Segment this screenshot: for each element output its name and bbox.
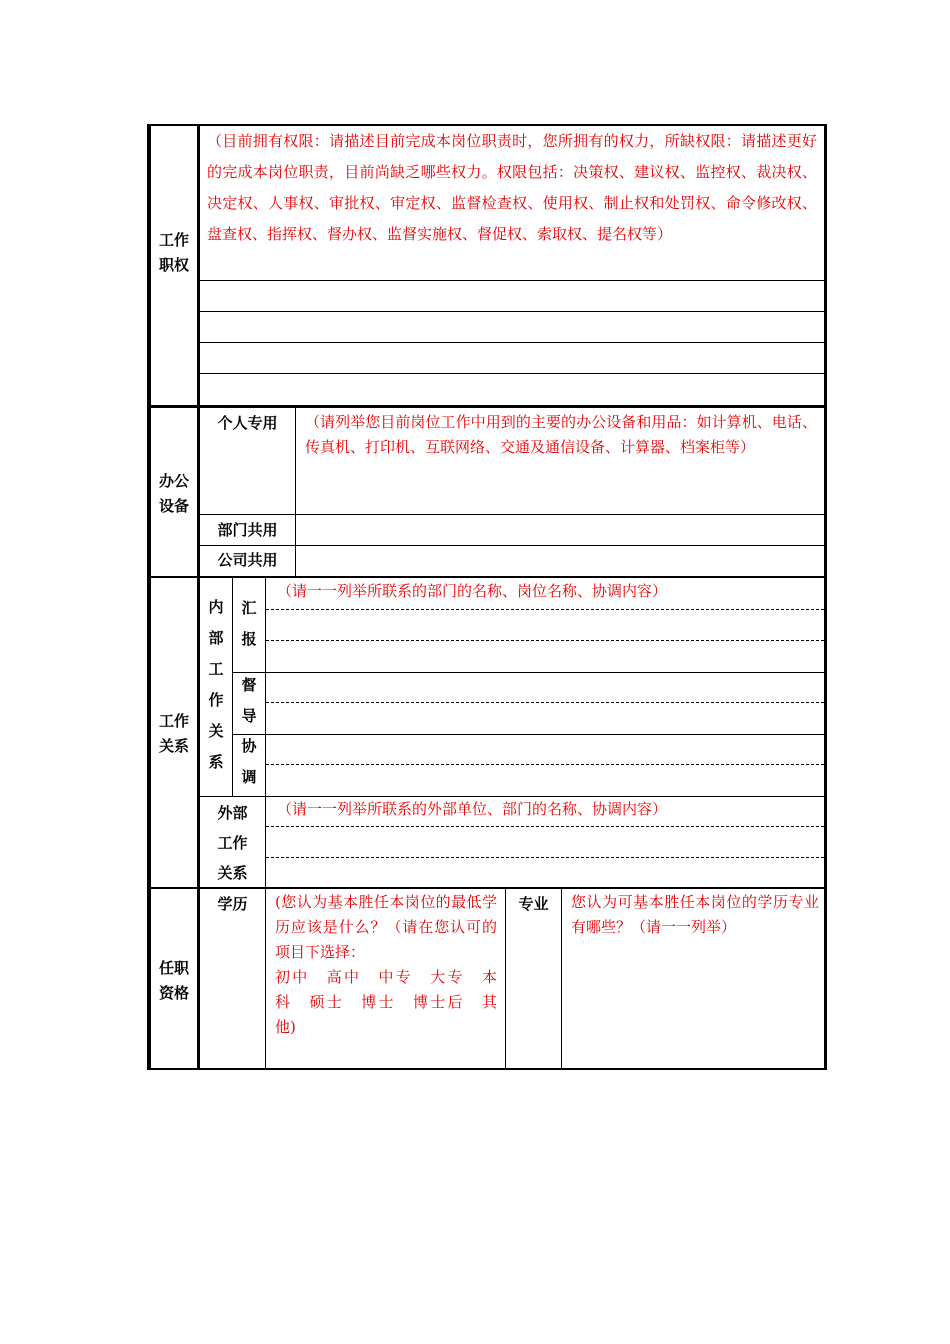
- divider-authority-equipment: [147, 405, 827, 408]
- supervise-char-1: 督: [241, 676, 257, 694]
- authority-instruction: （目前拥有权限：请描述目前完成本岗位职责时，您所拥有的权力，所缺权限：请描述更好的完成本岗位职责，目前尚缺乏哪些权力。权限包括：决策权、建议权、监控权、裁决权、决定权、人事权、审批权、审定权、监督检查权、使用权、制止权和处罚权、命令修改权、盘查权、指挥权、督办权、监督实施权、督促权、索取权、提名权等）: [207, 132, 817, 243]
- equipment-label-line1: 办公: [158, 472, 189, 490]
- internal-char-6: 系: [208, 753, 224, 771]
- job-description-form: [147, 124, 828, 1070]
- relations-label: [151, 709, 197, 759]
- education-label-divider: [265, 889, 266, 1068]
- outer-bottom-border: [147, 1068, 827, 1070]
- education-options-line3: 他): [275, 1018, 296, 1036]
- internal-char-5: 关: [208, 722, 224, 740]
- personal-use-label: 个人专用: [217, 414, 278, 432]
- external-relations-field[interactable]: [266, 827, 824, 887]
- internal-char-1: 内: [208, 598, 224, 616]
- department-shared-field[interactable]: [296, 515, 824, 545]
- authority-blank-row-4[interactable]: [200, 374, 824, 405]
- authority-blank-row-1[interactable]: [200, 281, 824, 311]
- report-char-2: 报: [241, 630, 257, 648]
- coordinate-char-1: 协: [241, 737, 257, 755]
- personal-use-instruction[interactable]: （请列举您目前岗位工作中用到的主要的办公设备和用品：如计算机、电话、传真机、打印机、互联网络、交通及通信设备、计算器、档案柜等）: [305, 413, 817, 456]
- department-shared-label: 部门共用: [217, 521, 278, 539]
- qualification-label-line2: 资格: [158, 984, 189, 1002]
- external-relations-label: [200, 798, 265, 888]
- education-options-line1: 初中 高中 中专 大专 本: [275, 968, 497, 986]
- education-question: (您认为基本胜任本岗位的最低学历应该是什么？（请在您认可的项目下选择：: [275, 893, 497, 961]
- authority-blank-row-3[interactable]: [200, 343, 824, 373]
- company-shared-field[interactable]: [296, 546, 824, 576]
- internal-char-3: 工: [208, 660, 224, 678]
- equipment-label: [151, 469, 197, 519]
- relations-label-line1: 工作: [158, 712, 189, 730]
- coordinate-vertical-label: [239, 731, 259, 793]
- internal-relations-instruction: （请一一列举所联系的部门的名称、岗位名称、协调内容）: [277, 582, 668, 600]
- supervise-field[interactable]: [266, 673, 824, 734]
- education-instruction[interactable]: [275, 890, 497, 1040]
- authority-label-line2: 职权: [158, 256, 189, 274]
- authority-label-line1: 工作: [158, 231, 189, 249]
- major-instruction[interactable]: 您认为可基本胜任本岗位的学历专业有哪些？（请一一列举）: [571, 893, 819, 936]
- label-column-divider: [197, 124, 200, 1070]
- external-label-line3: 关系: [217, 864, 248, 882]
- internal-vertical-label: [206, 592, 226, 778]
- supervise-vertical-label: [239, 670, 259, 732]
- authority-label: [151, 228, 197, 278]
- company-shared-label: 公司共用: [217, 551, 278, 569]
- report-char-1: 汇: [241, 599, 257, 617]
- supervise-char-2: 导: [241, 707, 257, 725]
- qualification-label: [151, 956, 197, 1006]
- internal-column-divider: [232, 578, 233, 796]
- education-options-line2: 科 硕士 博士 博士后 其: [275, 993, 497, 1011]
- external-relations-instruction: （请一一列举所联系的外部单位、部门的名称、协调内容）: [277, 800, 668, 818]
- outer-right-border: [824, 124, 827, 1070]
- report-vertical-label: [239, 593, 259, 655]
- internal-char-4: 作: [208, 691, 224, 709]
- external-label-line2: 工作: [217, 834, 248, 852]
- qualification-label-line1: 任职: [158, 959, 189, 977]
- major-label: 专业: [518, 895, 549, 913]
- internal-char-2: 部: [208, 629, 224, 647]
- external-label-line1: 外部: [217, 804, 248, 822]
- relations-label-line2: 关系: [158, 737, 189, 755]
- report-field[interactable]: [266, 610, 824, 672]
- education-label: 学历: [217, 895, 248, 913]
- major-label-divider: [561, 889, 562, 1068]
- authority-blank-row-2[interactable]: [200, 312, 824, 342]
- coordinate-field[interactable]: [266, 735, 824, 796]
- equipment-label-line2: 设备: [158, 497, 189, 515]
- coordinate-char-2: 调: [241, 768, 257, 786]
